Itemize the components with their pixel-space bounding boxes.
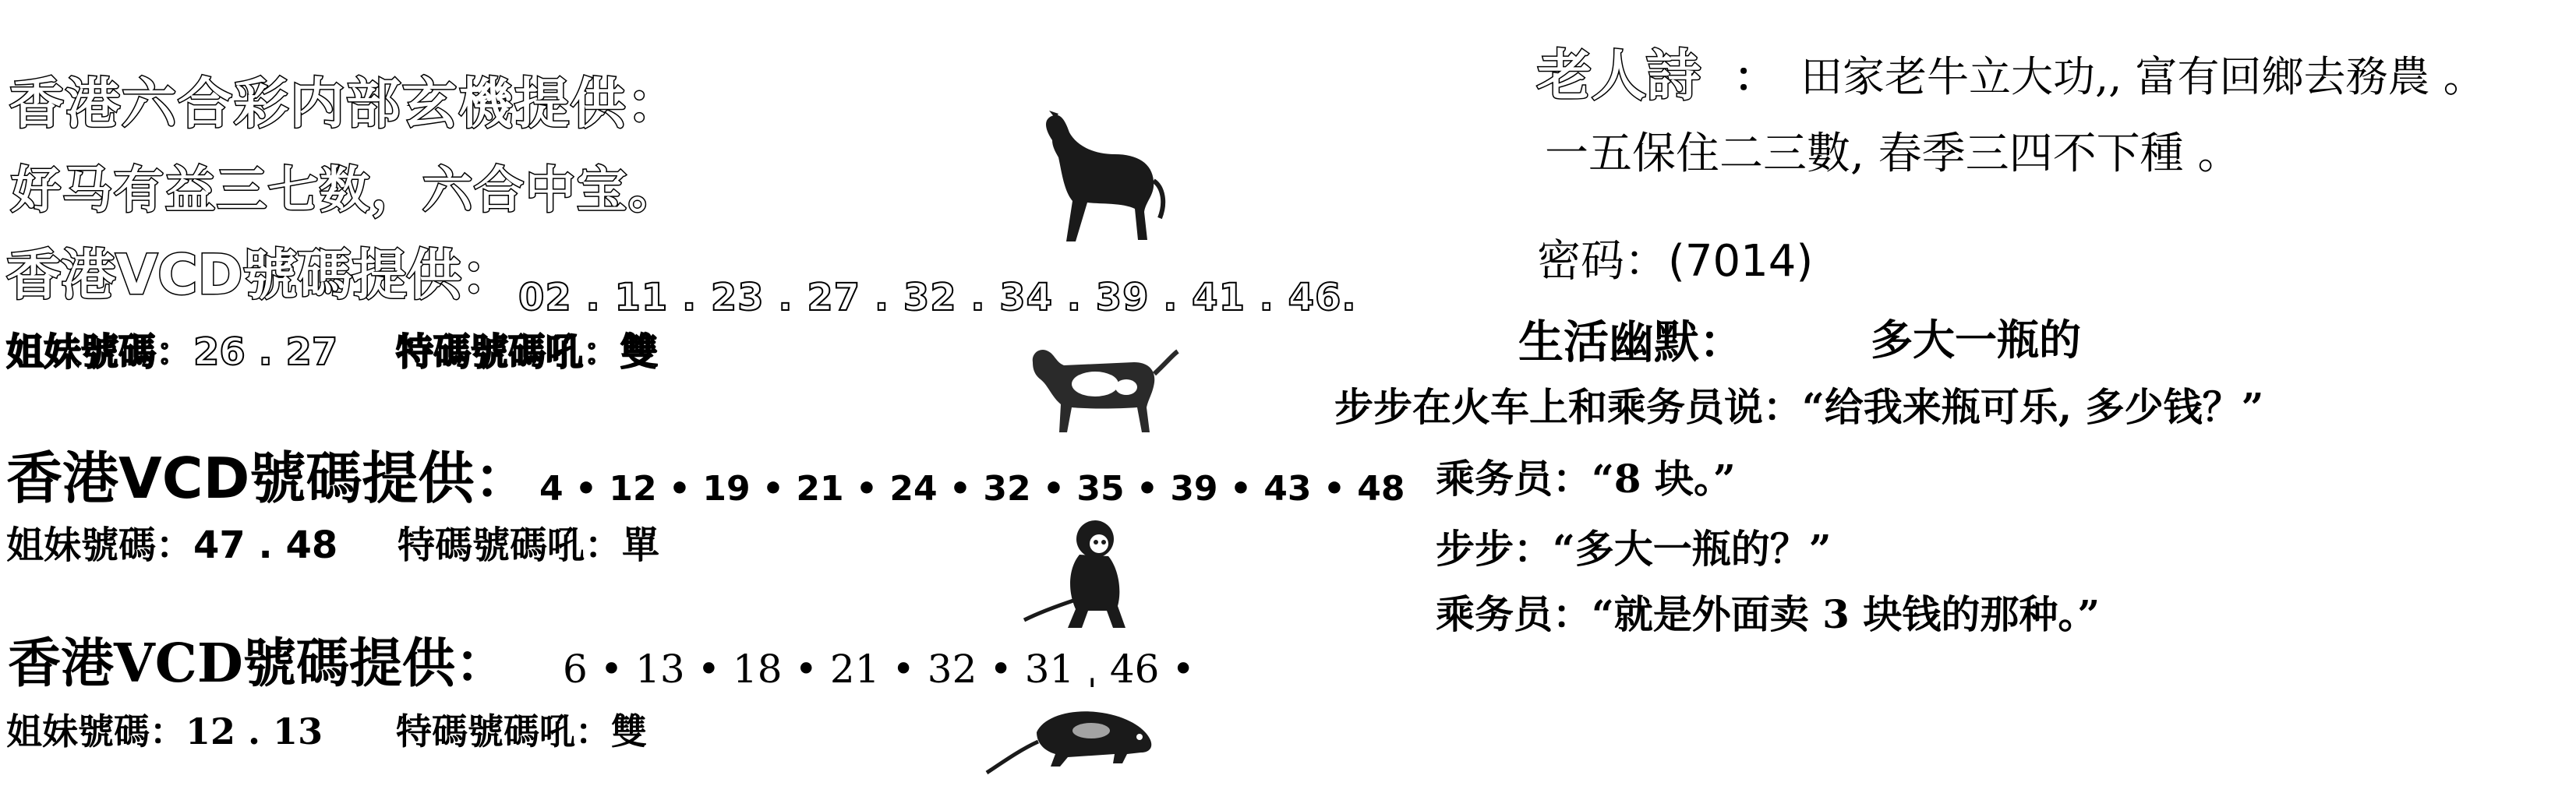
poem-label: 老人詩 [1537,44,1701,107]
humor-line-4: 乘务员：“就是外面卖 3 块钱的那种。” [1436,591,2101,637]
block1-numbers: 02 . 11 . 23 . 27 . 32 . 34 . 39 . 41 . 46. [518,276,1357,319]
dog-icon [1017,331,1181,436]
block1-sister-numbers: 姐妹號碼：26 . 27 [6,330,338,374]
humor-line-2: 乘务员：“8 块。” [1436,456,1736,502]
block1-title: 香港VCD號碼提供： [6,243,516,307]
block2-title: 香港VCD號碼提供： [6,446,531,511]
humor-line-1: 步步在火车上和乘务员说：“给我来瓶可乐, 多少钱？” [1334,384,2264,430]
monkey-icon [1021,514,1142,631]
block2-sister-numbers: 姐妹號碼：47 . 48 [6,523,338,567]
humor-label: 生活幽默： [1518,315,1745,368]
block1-special-number: 特碼號碼吼：雙 [396,330,659,374]
block3-numbers: 6 • 13 • 18 • 21 • 32 • 31 ˌ 46 • [563,647,1195,692]
block2-numbers: 4 • 12 • 19 • 21 • 24 • 32 • 35 • 39 • 43 • 48 [539,469,1405,509]
header-subtitle: 好马有益三七数，六合中宝。 [11,162,680,220]
poem-line-2: 一五保住二三數, 春季三四不下種 。 [1545,129,2242,179]
humor-line-3: 步步：“多大一瓶的？” [1436,526,1832,572]
block3-sister-numbers: 姐妹號碼：12 . 13 [6,710,323,752]
poem-colon: ： [1734,55,1776,101]
block3-title: 香港VCD號碼提供： [8,633,508,695]
block3-special-number: 特碼號碼吼：雙 [396,710,647,752]
horse-icon [1021,109,1169,245]
humor-title: 多大一瓶的 [1871,315,2081,365]
poem-line-1: 田家老牛立大功,, 富有回鄉去務農 。 [1800,52,2486,101]
password: 密码：(7014) [1537,236,1814,287]
block2-special-number: 特碼號碼吼：單 [398,523,660,567]
header-title: 香港六合彩内部玄機提供： [9,72,683,136]
rat-icon [982,686,1161,779]
